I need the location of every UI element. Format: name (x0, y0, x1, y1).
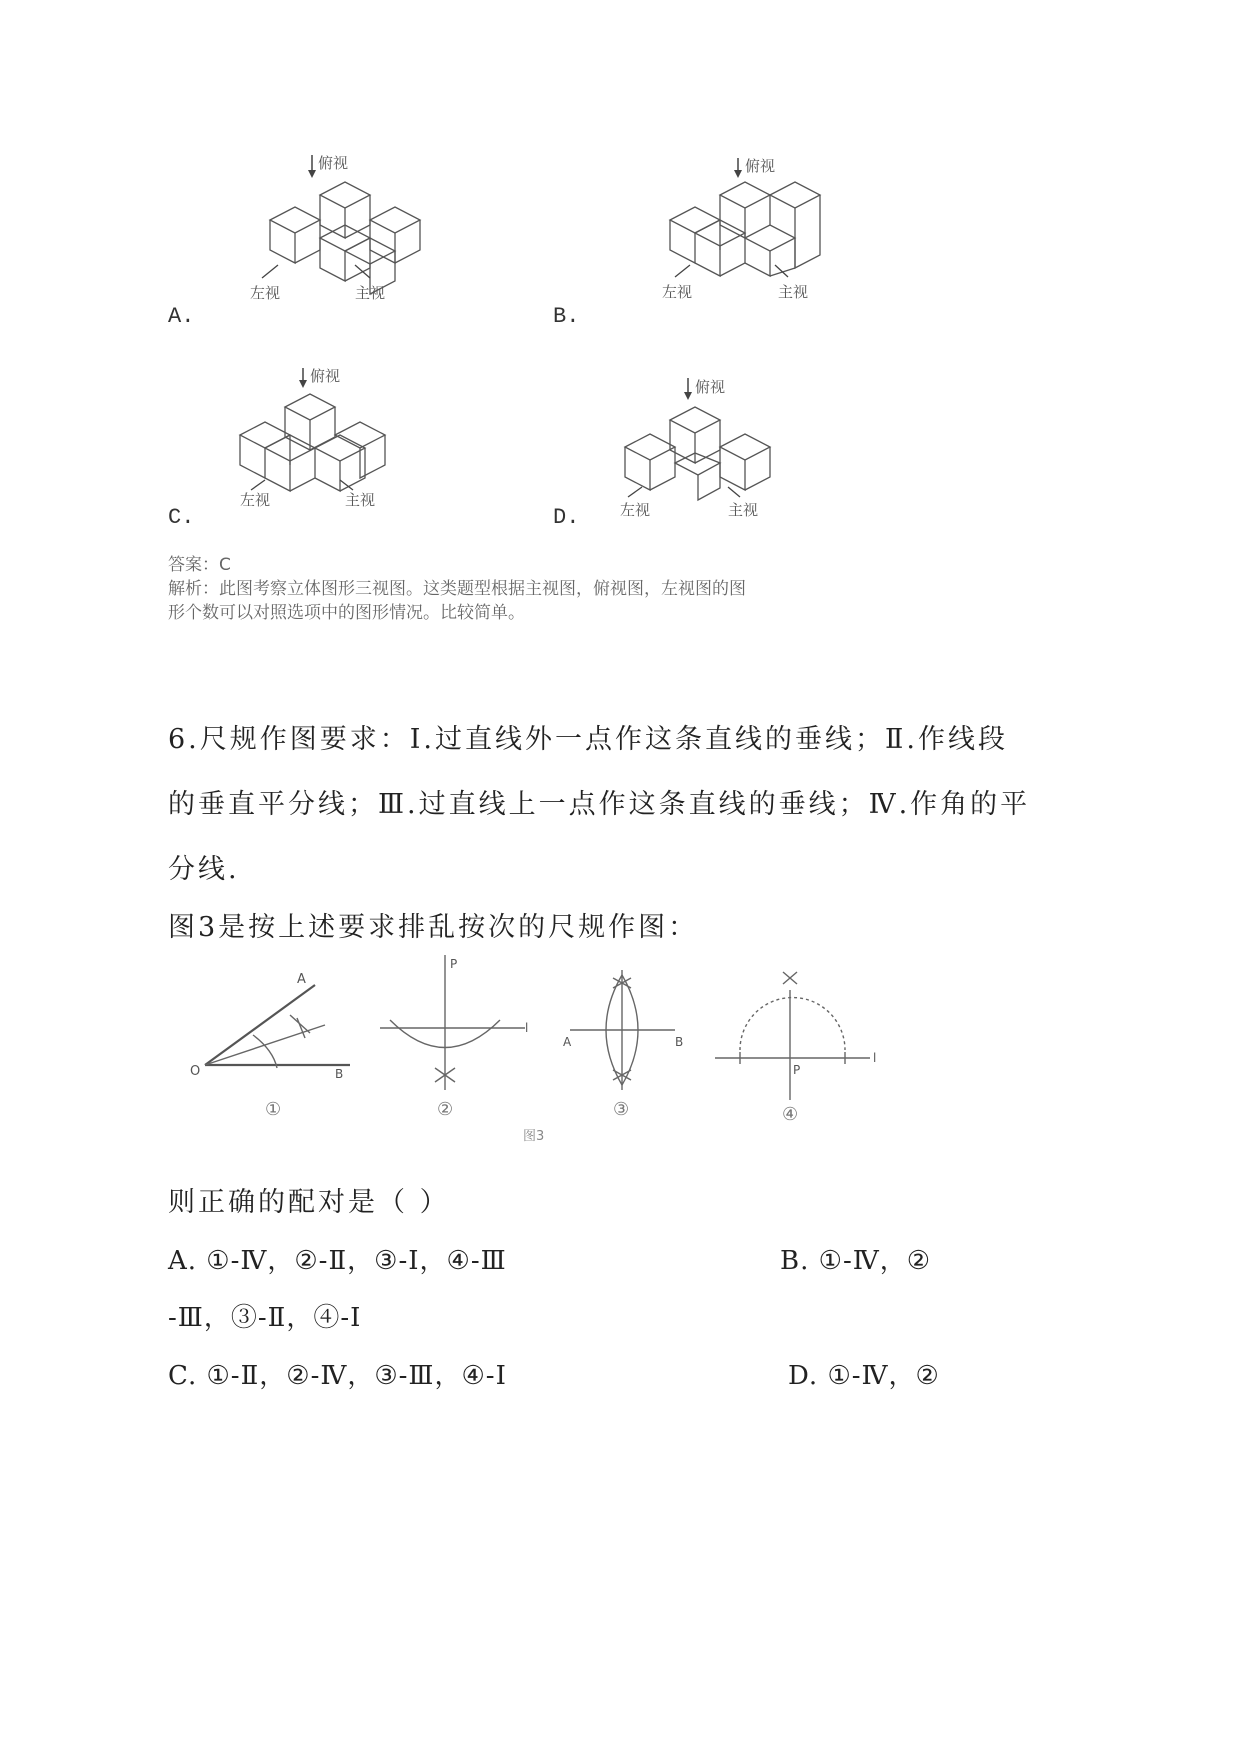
choice-a[interactable]: A. ①-Ⅳ，②-Ⅱ，③-Ⅰ，④-Ⅲ (168, 1246, 507, 1276)
fig-number-4: ④ (782, 1104, 799, 1125)
option-a-figure (250, 150, 450, 325)
explanation-line: 解析：此图考察立体图形三视图。这类题型根据主视图，俯视图，左视图的图 (168, 579, 746, 599)
answer-line: 答案：C (168, 555, 231, 575)
view-front-label: 主视 (778, 283, 809, 301)
view-top-label: 俯视 (318, 154, 349, 172)
option-d-figure (620, 375, 820, 525)
label-l: l (525, 1021, 529, 1035)
label-p: P (450, 957, 458, 971)
label-b: B (335, 1067, 344, 1081)
view-top-label: 俯视 (745, 157, 776, 175)
choice-d[interactable]: D. ①-Ⅳ，② (788, 1361, 940, 1391)
view-top-label: 俯视 (695, 378, 726, 396)
view-top-label: 俯视 (310, 367, 341, 385)
cube-stack-b (660, 155, 860, 305)
cube-stack-a (250, 150, 450, 325)
option-c-figure (235, 365, 435, 515)
choice-c[interactable]: C. ①-Ⅱ，②-Ⅳ，③-Ⅲ，④-Ⅰ (168, 1361, 507, 1391)
label-b2: B (675, 1035, 684, 1049)
answer-block (168, 553, 928, 625)
view-left-label: 左视 (250, 284, 281, 302)
construction-diagrams (185, 950, 905, 1150)
question-prompt: 则正确的配对是（ ） (168, 1187, 450, 1218)
option-a-label: A. (168, 304, 195, 329)
question-6-line1: 6.尺规作图要求：Ⅰ.过直线外一点作这条直线的垂线；Ⅱ.作线段 (168, 724, 1008, 755)
explanation-line: 形个数可以对照选项中的图形情况。比较简单。 (168, 603, 525, 623)
option-b-label: B. (553, 304, 580, 329)
option-d-label: D. (553, 505, 580, 530)
view-left-label: 左视 (240, 491, 271, 509)
view-front-label: 主视 (345, 491, 376, 509)
view-left-label: 左视 (620, 501, 651, 519)
choice-b-continued: -Ⅲ，③-Ⅱ，④-Ⅰ (168, 1303, 362, 1333)
label-a2: A (563, 1035, 572, 1049)
question-6-line3: 分线. (168, 854, 240, 885)
fig-number-3: ③ (613, 1099, 630, 1120)
choice-b[interactable]: B. ①-Ⅳ，② (780, 1246, 932, 1276)
option-b-figure (660, 155, 860, 305)
cube-stack-d (620, 375, 820, 525)
question-6-line4: 图3是按上述要求排乱按次的尺规作图： (168, 912, 699, 943)
fig-number-1: ① (265, 1099, 282, 1120)
figure-3 (185, 950, 905, 1150)
label-l2: l (873, 1051, 877, 1065)
label-p2: P (793, 1063, 801, 1077)
figure-caption: 图3 (523, 1129, 545, 1144)
view-left-label: 左视 (662, 283, 693, 301)
question-6-line2: 的垂直平分线；Ⅲ.过直线上一点作这条直线的垂线；Ⅳ.作角的平 (168, 789, 1031, 820)
view-front-label: 主视 (355, 284, 386, 302)
label-o: O (190, 1064, 201, 1079)
option-c-label: C. (168, 505, 195, 530)
view-front-label: 主视 (728, 501, 759, 519)
cube-stack-c (235, 365, 435, 515)
label-a: A (297, 972, 306, 987)
fig-number-2: ② (437, 1099, 454, 1120)
